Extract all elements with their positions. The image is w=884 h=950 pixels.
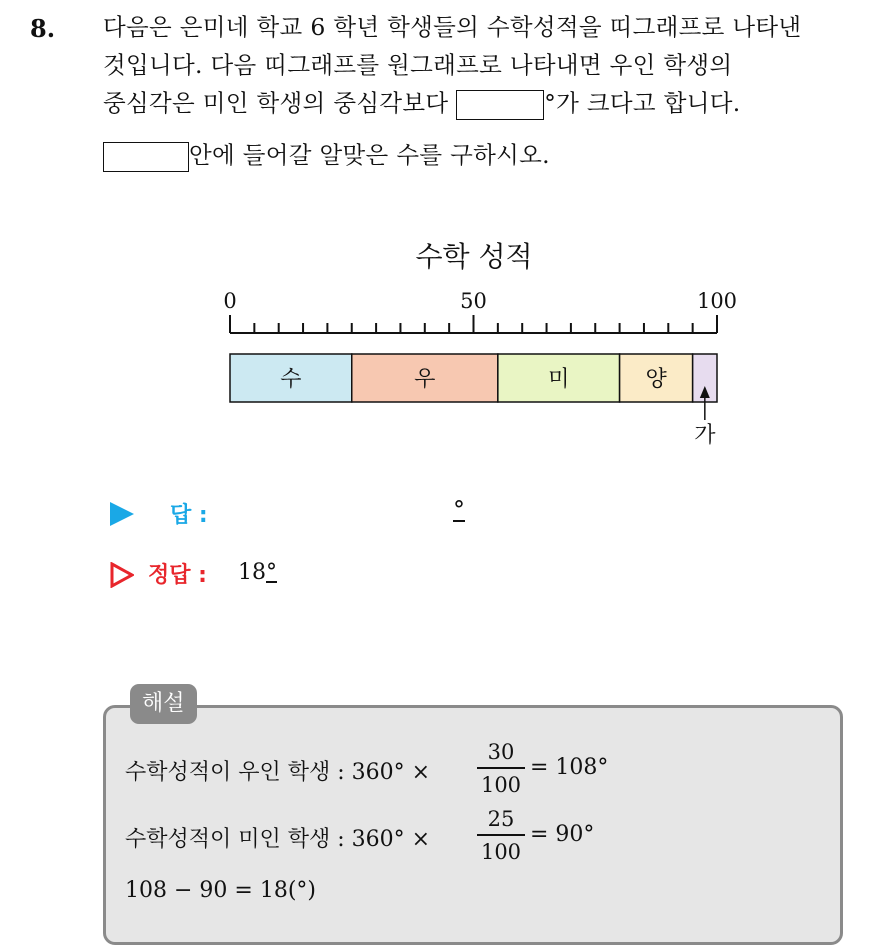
solution-line-2-result: = 90° bbox=[530, 822, 595, 847]
solution-tag: 해설 bbox=[130, 684, 197, 724]
question-line-3 bbox=[103, 88, 740, 120]
answer-row bbox=[110, 498, 610, 538]
answer-arrow-icon bbox=[110, 502, 134, 526]
correct-row bbox=[110, 558, 610, 598]
solution-line-2-prefix: 수학성적이 미인 학생 : 360° × bbox=[125, 827, 431, 852]
question-line-3-after: °가 크다고 합니다. bbox=[544, 89, 741, 117]
question-line-4-after: 안에 들어갈 알맞은 수를 구하시오. bbox=[189, 141, 550, 169]
correct-label: 정답 : bbox=[148, 563, 207, 588]
fraction-2-denominator: 100 bbox=[480, 839, 522, 864]
solution-fraction-1 bbox=[477, 737, 525, 801]
solution-fraction-2 bbox=[477, 804, 525, 868]
band-segment-label: 우 bbox=[414, 367, 436, 392]
answer-label: 답 : bbox=[170, 503, 208, 528]
band-segment-label: 양 bbox=[645, 367, 667, 392]
fraction-1-numerator: 30 bbox=[487, 740, 515, 764]
fraction-1-denominator: 100 bbox=[480, 772, 522, 797]
axis-tick-label: 50 bbox=[460, 289, 487, 313]
solution-line-2 bbox=[125, 822, 430, 853]
solution-line-1-result: = 108° bbox=[530, 755, 609, 780]
band-segment-label: 수 bbox=[280, 367, 302, 392]
band-segment-label: 미 bbox=[548, 367, 570, 392]
question-number: 8. bbox=[30, 14, 56, 43]
chart-title: 수학 성적 bbox=[415, 240, 533, 273]
question-line-1: 다음은 은미네 학교 6 학년 학생들의 수학성적을 띠그래프로 나타낸 bbox=[103, 13, 802, 41]
axis-tick-label: 0 bbox=[223, 289, 237, 313]
answer-blank-box-2 bbox=[103, 142, 189, 172]
fraction-2-numerator: 25 bbox=[487, 807, 515, 831]
answer-degree: ° bbox=[453, 496, 465, 524]
question-line-4 bbox=[103, 140, 550, 172]
annotation-label: 가 bbox=[694, 423, 716, 448]
correct-degree: ° bbox=[266, 560, 277, 585]
correct-number: 18 bbox=[238, 560, 266, 585]
question-line-3-before: 중심각은 미인 학생의 중심각보다 bbox=[103, 89, 449, 117]
band-graph-svg bbox=[0, 230, 884, 460]
solution-line-1-prefix: 수학성적이 우인 학생 : 360° × bbox=[125, 760, 431, 785]
correct-value bbox=[238, 560, 277, 585]
answer-blank-box bbox=[456, 90, 544, 120]
correct-arrow-icon bbox=[110, 562, 134, 588]
axis-tick-label: 100 bbox=[696, 289, 738, 313]
solution-line-1 bbox=[125, 755, 430, 786]
question-line-2: 것입니다. 다음 띠그래프를 원그래프로 나타내면 우인 학생의 bbox=[103, 51, 733, 79]
band-graph bbox=[0, 230, 884, 460]
solution-line-3: 108 − 90 = 18(°) bbox=[125, 878, 316, 903]
